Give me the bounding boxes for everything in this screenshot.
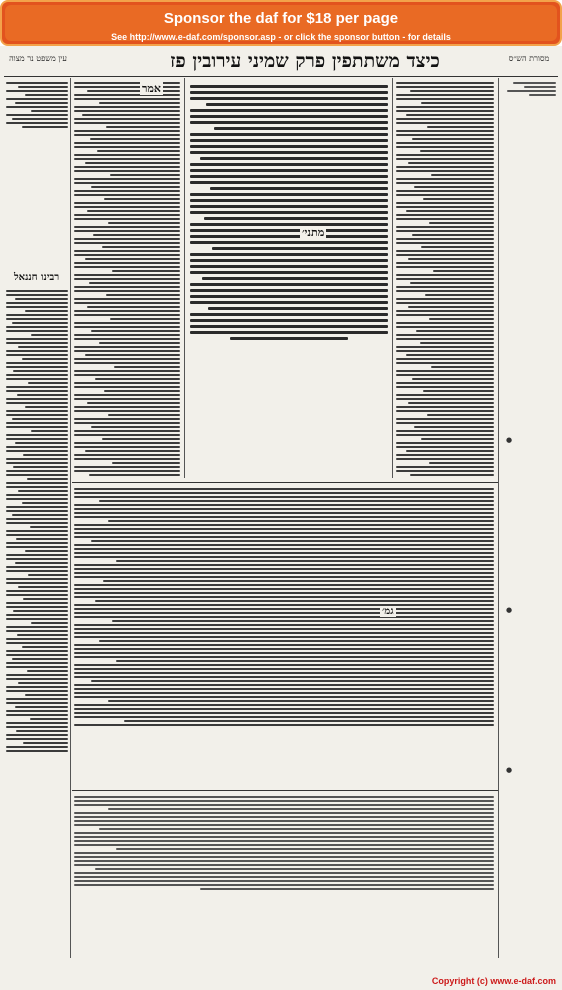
mishna-label: מתני׳ — [302, 226, 325, 239]
margin-note-2: ● — [506, 606, 513, 614]
mesoret-hashas-column — [502, 80, 556, 940]
sponsor-banner-title[interactable]: Sponsor the daf for $18 per page — [163, 10, 399, 27]
talmud-page — [0, 46, 562, 990]
rashi-divider — [392, 78, 393, 478]
tosafot-column — [74, 80, 180, 476]
header-divider — [4, 76, 558, 77]
lower-section-divider — [72, 482, 498, 483]
page-title: כיצד משתתפין פרק שמיני עירובין פז — [170, 50, 440, 72]
copyright-link[interactable]: Copyright (c) www.e-daf.com — [431, 976, 556, 986]
footnote-divider — [72, 790, 498, 791]
tosafot-divider — [184, 78, 185, 478]
margin-note-1: ● — [506, 436, 513, 444]
lower-gemara-commentary — [74, 486, 494, 786]
ein-mishpat-header: עין משפט נר מצוה — [9, 54, 67, 63]
gemara-start-word: אמר — [142, 82, 161, 95]
margin-note-3: ● — [506, 766, 513, 774]
gemara-main-column — [190, 82, 388, 478]
ein-mishpat-column — [6, 80, 68, 240]
rabbeinu-chananel-label: רבינו חננאל — [14, 272, 60, 283]
gemara-label: גמ׳ — [382, 606, 394, 617]
left-margin-divider — [70, 78, 71, 958]
sponsor-banner[interactable] — [0, 0, 562, 46]
sponsor-banner-subtitle[interactable]: See http://www.e-daf.com/sponsor.asp - or click the sponsor button - for details — [111, 32, 451, 42]
rashi-column — [396, 80, 494, 476]
footnotes-block — [74, 794, 494, 944]
right-margin-divider — [498, 78, 499, 958]
rabbeinu-chananel-column — [6, 288, 68, 948]
mesoret-hashas-header: מסורת הש״ס — [508, 54, 550, 63]
